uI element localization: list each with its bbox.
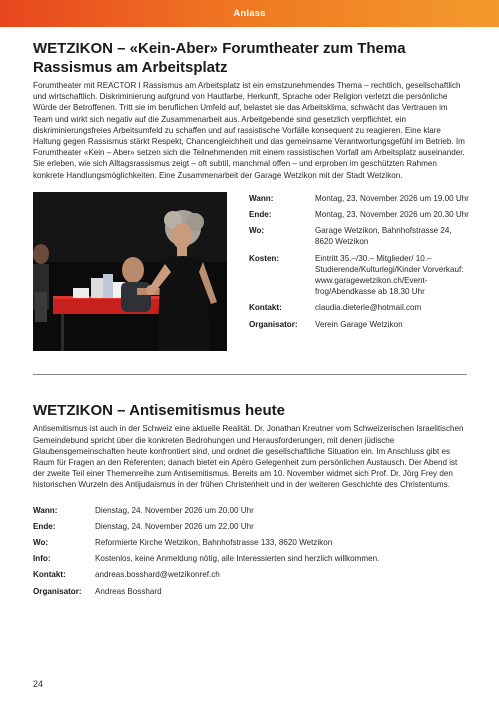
event1-description: Forumtheater mit REACTOR I Rassismus am Arbeitsplatz ist ein ernstzunehmendes Thema – rechtlich, gesellschaftlich und wirtschaftlich. Diskriminierung aufgrund von Hautfarbe, Herkunft, Sprache oder Religion verletzt die persönliche Würde der Betroffenen. Tritt sie im beruflichen Umfeld auf, belastet sie das Arbeitsklima, schwächt das Vertrauen im Team und wirkt sich negativ auf die Zusammenarbeit aus. Arbeitgebende sind gesetzlich verpflichtet, ein diskriminierungsfreies Arbeitsumfeld zu schaffen und auf rassistische Vorfälle konsequent zu reagieren. Eine klare Haltung gegen Rassismus stärkt Respekt, Chancengleichheit und das gemeinsame Verantwortungsgefühl im Betrieb. Im Forumtheater «Kein – Aber» setzen sich die Teilnehmenden mit einem rassistischen Vorfall am Arbeitsplatz auseinander. Sie erleben, wie sich Alltagsrassismus zeigt – oft subtil, manchmal offen – und erproben im geschützten Rahmen konkrete Handlungsmöglichkeiten. Eine Zusammenarbeit der Garage Wetzikon mit der Stadt Wetzikon. [33, 81, 465, 180]
detail-value: Reformierte Kirche Wetzikon, Bahnhofstrasse 133, 8620 Wetzikon [95, 537, 333, 547]
detail-value: Eintritt 35.–/30.– Mitglieder/ 10.– Studierende/Kulturlegi/Kinder Vorverkauf: www.garagewetzikon.ch/Eventfrog/Abendkasse ab 18.30 Uhr [315, 253, 464, 297]
detail-value: claudia.dieterle@hotmail.com [315, 303, 422, 313]
detail-value: Dienstag, 24. November 2026 um 22.00 Uhr [95, 521, 254, 531]
detail-row-info [33, 553, 379, 569]
detail-row-contact [249, 302, 469, 318]
detail-label: Kosten: [249, 253, 280, 263]
detail-label: Ende: [33, 521, 56, 531]
event2-title: WETZIKON – Antisemitismus heute [33, 401, 285, 419]
section-label: Anlass [233, 8, 266, 19]
event1-info-block [33, 192, 467, 358]
detail-value: Kostenlos, keine Anmeldung nötig, alle Interessierten sind herzlich willkommen. [95, 554, 380, 564]
detail-row-organizer [33, 586, 379, 602]
detail-row-organizer [249, 319, 469, 335]
detail-label: Wann: [249, 193, 274, 203]
detail-row-end [249, 209, 469, 225]
detail-label: Organisator: [249, 319, 298, 329]
detail-row-where [249, 225, 469, 252]
event1-title: WETZIKON – «Kein-Aber» Forumtheater zum Thema Rassismus am Arbeitsplatz [33, 40, 406, 76]
page-content [33, 40, 467, 602]
event1-photo [33, 192, 227, 351]
event2-description: Antisemitismus ist auch in der Schweiz eine aktuelle Realität. Dr. Jonathan Kreutner vom Schweizerischen Israelitischen Gemeindebund spricht über die konkreten Bedrohungen und Herausforderungen, mit denen jüdische Glaubensgemeinschaften heute konfrontiert sind, und ordnet die gesellschaftliche Situation ein. Im Anschluss gibt es Raum für Fragen an den Referenten; danach bietet ein Apéro Gelegenheit zum persönlichen Austausch. Der Abend ist der zweite Teil einer Themenreihe zum Antisemitismus. Bereits am 10. November widmet sich Prof. Dr. Jörg Frey den historischen Wurzeln des Antijudaismus in der frühen Christenheit und in der weiteren Geschichte des Christentums. [33, 424, 464, 490]
detail-label: Organisator: [33, 586, 82, 596]
event2-details-table [33, 505, 379, 602]
detail-row-cost [249, 253, 469, 303]
detail-label: Wo: [249, 226, 265, 236]
detail-row-when [33, 505, 379, 521]
detail-value: Garage Wetzikon, Bahnhofstrasse 24, 8620 Wetzikon [315, 226, 452, 247]
detail-row-where [33, 537, 379, 553]
detail-row-end [33, 521, 379, 537]
event2-details [33, 505, 467, 602]
detail-label: Kontakt: [33, 570, 66, 580]
detail-row-contact [33, 569, 379, 585]
detail-value: Montag, 23. November 2026 um 20.30 Uhr [315, 210, 469, 220]
detail-label: Ende: [249, 210, 272, 220]
detail-label: Kontakt: [249, 303, 282, 313]
detail-value: Montag, 23. November 2026 um 19.00 Uhr [315, 193, 469, 203]
detail-label: Wo: [33, 537, 49, 547]
page-number: 24 [33, 679, 44, 689]
section-header-bar [0, 0, 499, 27]
detail-value: Dienstag, 24. November 2026 um 20.00 Uhr [95, 505, 254, 515]
detail-value: Verein Garage Wetzikon [315, 319, 403, 329]
detail-row-when [249, 193, 469, 209]
detail-label: Wann: [33, 505, 58, 515]
detail-label: Info: [33, 554, 51, 564]
theater-scene-image [33, 192, 227, 351]
event1-details-table [249, 193, 469, 335]
event1-details [249, 193, 469, 335]
detail-value: andreas.bosshard@wetzikonref.ch [95, 570, 220, 580]
detail-value: Andreas Bosshard [95, 586, 162, 596]
section-divider [33, 374, 467, 375]
